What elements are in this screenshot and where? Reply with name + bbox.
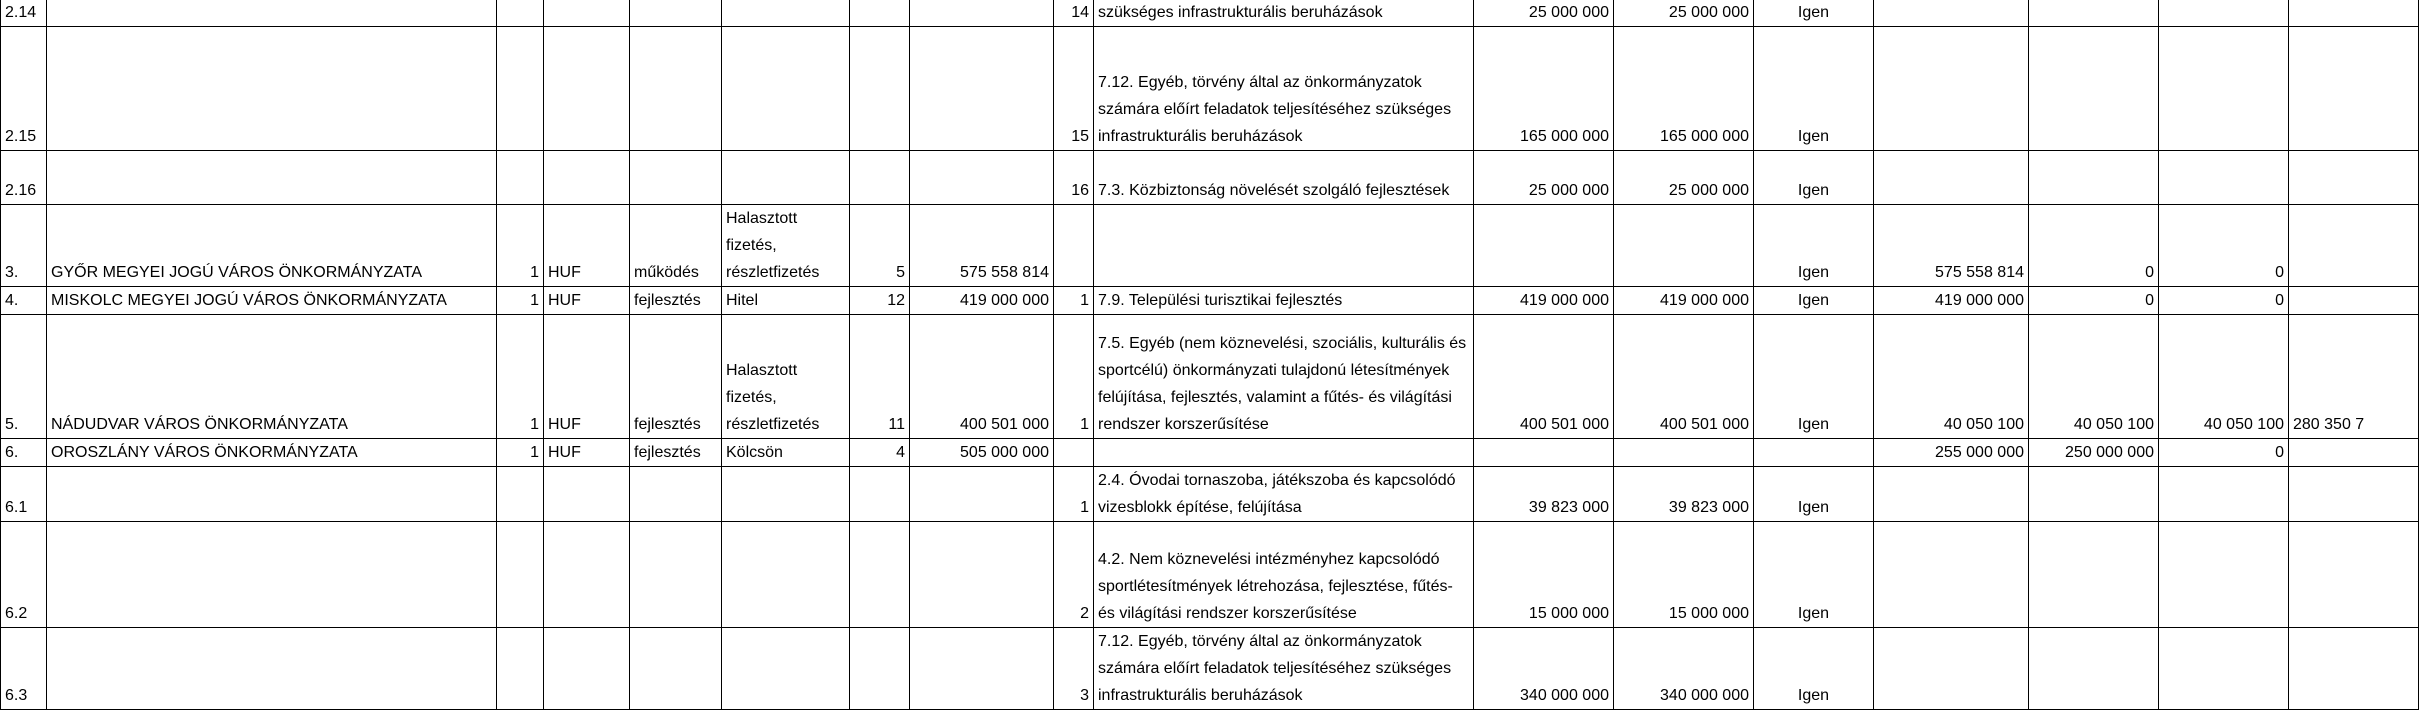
municipality-name-cell[interactable] <box>47 151 497 205</box>
currency-cell[interactable] <box>544 522 630 628</box>
purpose-cell[interactable] <box>630 0 722 27</box>
item-index-cell[interactable]: 1 <box>1054 467 1094 522</box>
total-amount-cell[interactable] <box>910 628 1054 710</box>
eligible-cost-cell[interactable]: 39 823 000 <box>1474 467 1614 522</box>
total-amount-cell[interactable] <box>910 151 1054 205</box>
row-id-cell[interactable]: 6.3 <box>1 628 47 710</box>
loan-form-cell[interactable] <box>722 522 850 628</box>
term-years-cell[interactable] <box>850 522 910 628</box>
approved-amount-cell[interactable]: 340 000 000 <box>1614 628 1754 710</box>
quantity-cell[interactable] <box>497 467 544 522</box>
item-index-cell[interactable]: 2 <box>1054 522 1094 628</box>
year1-amount-cell[interactable]: 40 050 100 <box>1874 315 2029 439</box>
approved-amount-cell[interactable]: 15 000 000 <box>1614 522 1754 628</box>
term-years-cell[interactable]: 4 <box>850 439 910 467</box>
year3-amount-cell[interactable] <box>2159 0 2289 27</box>
table-row <box>1 522 2419 628</box>
loan-form-cell[interactable]: Kölcsön <box>722 439 850 467</box>
term-years-cell[interactable] <box>850 151 910 205</box>
year1-amount-cell[interactable] <box>1874 27 2029 151</box>
quantity-cell[interactable]: 1 <box>497 287 544 315</box>
year2-amount-cell[interactable]: 0 <box>2029 205 2159 287</box>
year4-amount-cell[interactable] <box>2289 205 2419 287</box>
total-amount-cell[interactable] <box>910 0 1054 27</box>
year4-amount-cell[interactable] <box>2289 522 2419 628</box>
approved-amount-cell[interactable]: 165 000 000 <box>1614 27 1754 151</box>
year2-amount-cell[interactable] <box>2029 27 2159 151</box>
row-id-cell[interactable]: 2.15 <box>1 27 47 151</box>
term-years-cell[interactable] <box>850 0 910 27</box>
year2-amount-cell[interactable] <box>2029 0 2159 27</box>
table-row <box>1 467 2419 522</box>
year4-amount-cell[interactable] <box>2289 27 2419 151</box>
purpose-cell[interactable]: működés <box>630 205 722 287</box>
item-index-cell[interactable]: 3 <box>1054 628 1094 710</box>
approved-amount-cell[interactable]: 400 501 000 <box>1614 315 1754 439</box>
year3-amount-cell[interactable] <box>2159 27 2289 151</box>
table-row <box>1 287 2419 315</box>
municipality-name-cell[interactable] <box>47 467 497 522</box>
year3-amount-cell[interactable]: 0 <box>2159 205 2289 287</box>
year1-amount-cell[interactable] <box>1874 628 2029 710</box>
item-index-cell[interactable]: 15 <box>1054 27 1094 151</box>
row-id-cell[interactable]: 6. <box>1 439 47 467</box>
year3-amount-cell[interactable]: 0 <box>2159 287 2289 315</box>
approved-amount-cell[interactable]: 419 000 000 <box>1614 287 1754 315</box>
total-amount-cell[interactable]: 419 000 000 <box>910 287 1054 315</box>
year1-amount-cell[interactable] <box>1874 151 2029 205</box>
approval-flag-cell[interactable]: Igen <box>1754 151 1874 205</box>
total-amount-cell[interactable]: 400 501 000 <box>910 315 1054 439</box>
year2-amount-cell[interactable] <box>2029 467 2159 522</box>
row-id-cell[interactable]: 4. <box>1 287 47 315</box>
term-years-cell[interactable] <box>850 27 910 151</box>
loan-form-cell[interactable] <box>722 0 850 27</box>
quantity-cell[interactable] <box>497 0 544 27</box>
purpose-cell[interactable]: fejlesztés <box>630 439 722 467</box>
year1-amount-cell[interactable]: 255 000 000 <box>1874 439 2029 467</box>
quantity-cell[interactable]: 1 <box>497 439 544 467</box>
term-years-cell[interactable]: 12 <box>850 287 910 315</box>
total-amount-cell[interactable] <box>910 467 1054 522</box>
item-index-cell[interactable] <box>1054 439 1094 467</box>
loan-form-cell[interactable] <box>722 467 850 522</box>
currency-cell[interactable]: HUF <box>544 287 630 315</box>
year3-amount-cell[interactable] <box>2159 467 2289 522</box>
municipality-name-cell[interactable]: MISKOLC MEGYEI JOGÚ VÁROS ÖNKORMÁNYZATA <box>47 287 497 315</box>
approval-flag-cell[interactable]: Igen <box>1754 315 1874 439</box>
purpose-cell[interactable]: fejlesztés <box>630 287 722 315</box>
project-description-cell[interactable]: 7.5. Egyéb (nem köznevelési, szociális, kulturális és sportcélú) önkormányzati tulajdonú létesítmények felújítása, fejlesztés, valamint a fűtés- és világítási rendszer korszerűsítése <box>1094 315 1474 439</box>
approved-amount-cell[interactable] <box>1614 205 1754 287</box>
table-row <box>1 205 2419 287</box>
eligible-cost-cell[interactable]: 419 000 000 <box>1474 287 1614 315</box>
quantity-cell[interactable] <box>497 628 544 710</box>
purpose-cell[interactable] <box>630 628 722 710</box>
purpose-cell[interactable] <box>630 522 722 628</box>
approved-amount-cell[interactable] <box>1614 439 1754 467</box>
row-id-cell[interactable]: 3. <box>1 205 47 287</box>
year2-amount-cell[interactable]: 250 000 000 <box>2029 439 2159 467</box>
purpose-cell[interactable]: fejlesztés <box>630 315 722 439</box>
term-years-cell[interactable]: 5 <box>850 205 910 287</box>
municipality-name-cell[interactable] <box>47 27 497 151</box>
currency-cell[interactable] <box>544 467 630 522</box>
eligible-cost-cell[interactable]: 25 000 000 <box>1474 0 1614 27</box>
project-description-cell[interactable] <box>1094 439 1474 467</box>
approval-flag-cell[interactable] <box>1754 439 1874 467</box>
year2-amount-cell[interactable] <box>2029 522 2159 628</box>
table-row <box>1 151 2419 205</box>
municipality-name-cell[interactable]: OROSZLÁNY VÁROS ÖNKORMÁNYZATA <box>47 439 497 467</box>
table-row <box>1 27 2419 151</box>
year1-amount-cell[interactable] <box>1874 522 2029 628</box>
year2-amount-cell[interactable]: 0 <box>2029 287 2159 315</box>
term-years-cell[interactable] <box>850 628 910 710</box>
municipality-name-cell[interactable]: GYŐR MEGYEI JOGÚ VÁROS ÖNKORMÁNYZATA <box>47 205 497 287</box>
purpose-cell[interactable] <box>630 467 722 522</box>
row-id-cell[interactable]: 6.1 <box>1 467 47 522</box>
year4-amount-cell[interactable] <box>2289 628 2419 710</box>
total-amount-cell[interactable]: 575 558 814 <box>910 205 1054 287</box>
project-description-cell[interactable]: 7.12. Egyéb, törvény által az önkormányzatok számára előírt feladatok teljesítéséhez szükséges infrastrukturális beruházások <box>1094 27 1474 151</box>
year3-amount-cell[interactable]: 40 050 100 <box>2159 315 2289 439</box>
project-description-cell[interactable]: 7.3. Közbiztonság növelését szolgáló fejlesztések <box>1094 151 1474 205</box>
approved-amount-cell[interactable]: 25 000 000 <box>1614 0 1754 27</box>
year1-amount-cell[interactable]: 575 558 814 <box>1874 205 2029 287</box>
currency-cell[interactable]: HUF <box>544 439 630 467</box>
eligible-cost-cell[interactable]: 15 000 000 <box>1474 522 1614 628</box>
currency-cell[interactable] <box>544 151 630 205</box>
loan-form-cell[interactable]: Halasztott fizetés, részletfizetés <box>722 205 850 287</box>
term-years-cell[interactable] <box>850 467 910 522</box>
loan-form-cell[interactable] <box>722 628 850 710</box>
municipality-name-cell[interactable] <box>47 628 497 710</box>
row-id-cell[interactable]: 2.14 <box>1 0 47 27</box>
loan-form-cell[interactable] <box>722 151 850 205</box>
year3-amount-cell[interactable] <box>2159 522 2289 628</box>
row-id-cell[interactable]: 6.2 <box>1 522 47 628</box>
year3-amount-cell[interactable]: 0 <box>2159 439 2289 467</box>
year1-amount-cell[interactable]: 419 000 000 <box>1874 287 2029 315</box>
item-index-cell[interactable]: 1 <box>1054 315 1094 439</box>
item-index-cell[interactable]: 16 <box>1054 151 1094 205</box>
purpose-cell[interactable] <box>630 151 722 205</box>
quantity-cell[interactable] <box>497 522 544 628</box>
approved-amount-cell[interactable]: 39 823 000 <box>1614 467 1754 522</box>
project-description-cell[interactable]: 7.12. Egyéb, törvény által az önkormányzatok számára előírt feladatok teljesítéséhez szükséges infrastrukturális beruházások <box>1094 628 1474 710</box>
quantity-cell[interactable]: 1 <box>497 205 544 287</box>
approval-flag-cell[interactable]: Igen <box>1754 27 1874 151</box>
year4-amount-cell[interactable] <box>2289 0 2419 27</box>
project-description-cell[interactable]: 2.4. Óvodai tornaszoba, játékszoba és kapcsolódó vizesblokk építése, felújítása <box>1094 467 1474 522</box>
table-row <box>1 0 2419 27</box>
quantity-cell[interactable] <box>497 27 544 151</box>
eligible-cost-cell[interactable] <box>1474 439 1614 467</box>
year1-amount-cell[interactable] <box>1874 0 2029 27</box>
year4-amount-cell[interactable] <box>2289 467 2419 522</box>
municipality-name-cell[interactable] <box>47 0 497 27</box>
project-description-cell[interactable]: 4.2. Nem köznevelési intézményhez kapcsolódó sportlétesítmények létrehozása, fejlesztése, fűtés- és világítási rendszer korszerűsítése <box>1094 522 1474 628</box>
item-index-cell[interactable]: 1 <box>1054 287 1094 315</box>
approval-flag-cell[interactable]: Igen <box>1754 522 1874 628</box>
approved-amount-cell[interactable]: 25 000 000 <box>1614 151 1754 205</box>
loan-form-cell[interactable] <box>722 27 850 151</box>
eligible-cost-cell[interactable]: 400 501 000 <box>1474 315 1614 439</box>
year4-amount-cell[interactable] <box>2289 439 2419 467</box>
row-id-cell[interactable]: 2.16 <box>1 151 47 205</box>
year4-amount-cell[interactable] <box>2289 287 2419 315</box>
project-description-cell[interactable] <box>1094 205 1474 287</box>
year4-amount-cell[interactable]: 280 350 7 <box>2289 315 2419 439</box>
table-row <box>1 628 2419 710</box>
currency-cell[interactable] <box>544 27 630 151</box>
currency-cell[interactable]: HUF <box>544 205 630 287</box>
year3-amount-cell[interactable] <box>2159 628 2289 710</box>
eligible-cost-cell[interactable]: 25 000 000 <box>1474 151 1614 205</box>
total-amount-cell[interactable] <box>910 27 1054 151</box>
eligible-cost-cell[interactable]: 340 000 000 <box>1474 628 1614 710</box>
row-id-cell[interactable]: 5. <box>1 315 47 439</box>
year2-amount-cell[interactable] <box>2029 628 2159 710</box>
quantity-cell[interactable] <box>497 151 544 205</box>
currency-cell[interactable]: HUF <box>544 315 630 439</box>
project-description-cell[interactable]: 7.9. Települési turisztikai fejlesztés <box>1094 287 1474 315</box>
approval-flag-cell[interactable]: Igen <box>1754 205 1874 287</box>
total-amount-cell[interactable] <box>910 522 1054 628</box>
total-amount-cell[interactable]: 505 000 000 <box>910 439 1054 467</box>
item-index-cell[interactable] <box>1054 205 1094 287</box>
term-years-cell[interactable]: 11 <box>850 315 910 439</box>
currency-cell[interactable] <box>544 0 630 27</box>
year2-amount-cell[interactable]: 40 050 100 <box>2029 315 2159 439</box>
municipality-name-cell[interactable] <box>47 522 497 628</box>
year3-amount-cell[interactable] <box>2159 151 2289 205</box>
approval-flag-cell[interactable]: Igen <box>1754 467 1874 522</box>
loan-form-cell[interactable]: Halasztott fizetés, részletfizetés <box>722 315 850 439</box>
purpose-cell[interactable] <box>630 27 722 151</box>
eligible-cost-cell[interactable]: 165 000 000 <box>1474 27 1614 151</box>
currency-cell[interactable] <box>544 628 630 710</box>
eligible-cost-cell[interactable] <box>1474 205 1614 287</box>
project-description-cell[interactable]: szükséges infrastrukturális beruházások <box>1094 0 1474 27</box>
municipality-name-cell[interactable]: NÁDUDVAR VÁROS ÖNKORMÁNYZATA <box>47 315 497 439</box>
item-index-cell[interactable]: 14 <box>1054 0 1094 27</box>
quantity-cell[interactable]: 1 <box>497 315 544 439</box>
table-row <box>1 315 2419 439</box>
year2-amount-cell[interactable] <box>2029 151 2159 205</box>
year4-amount-cell[interactable] <box>2289 151 2419 205</box>
approval-flag-cell[interactable]: Igen <box>1754 287 1874 315</box>
loan-form-cell[interactable]: Hitel <box>722 287 850 315</box>
approval-flag-cell[interactable]: Igen <box>1754 628 1874 710</box>
year1-amount-cell[interactable] <box>1874 467 2029 522</box>
table-row <box>1 439 2419 467</box>
approval-flag-cell[interactable]: Igen <box>1754 0 1874 27</box>
